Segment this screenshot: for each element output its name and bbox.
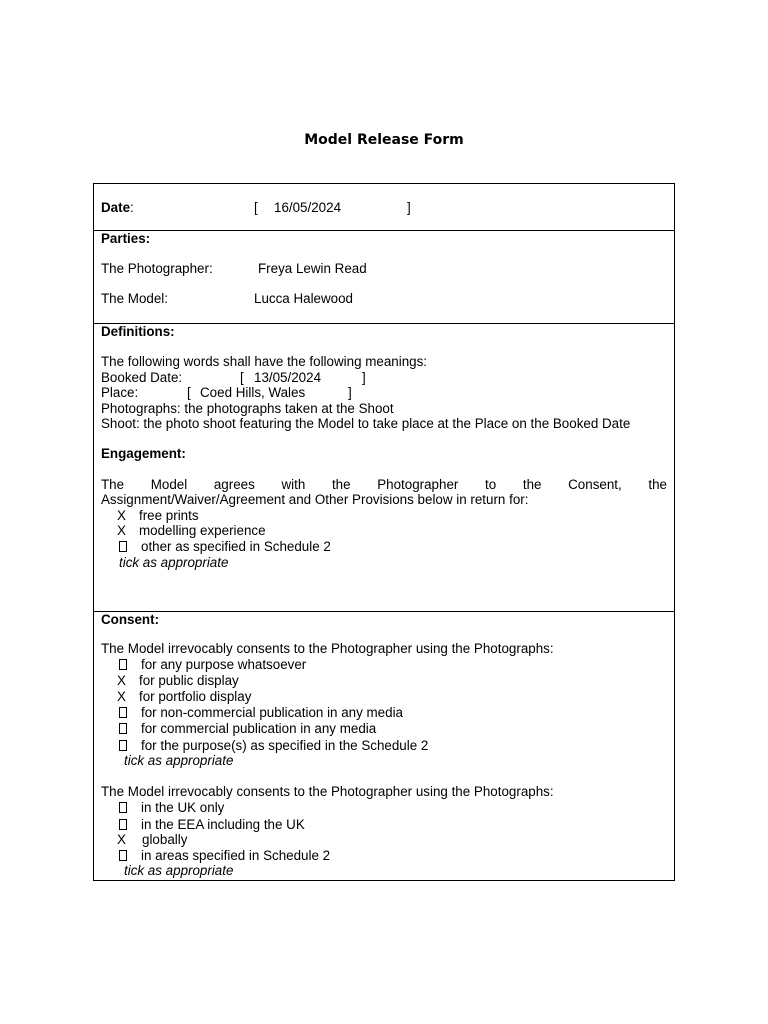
place-field[interactable]: Coed Hills, Wales [200, 385, 306, 400]
tick-note: tick as appropriate [124, 863, 234, 878]
photographer-name[interactable]: Freya Lewin Read [258, 261, 367, 276]
consent-heading: Consent: [101, 612, 160, 627]
consent-section [94, 612, 674, 880]
engagement-text-line1: The Model agrees with the Photographer to the Consent, the [101, 477, 667, 492]
release-form-table [93, 183, 675, 881]
consent-purposes-intro: The Model irrevocably consents to the Photographer using the Photographs: [101, 641, 554, 656]
shoot-definition: Shoot: the photo shoot featuring the Model to take place at the Place on the Booked Date [101, 416, 631, 431]
model-name[interactable]: Lucca Halewood [254, 291, 354, 306]
definitions-intro: The following words shall have the following meanings: [101, 354, 428, 369]
area-globally[interactable]: X globally [117, 832, 188, 847]
empty-checkbox-icon[interactable] [119, 659, 127, 670]
purpose-non-commercial[interactable]: for non-commercial publication in any media [117, 705, 403, 721]
date-field[interactable]: 16/05/2024 [274, 200, 342, 215]
empty-checkbox-icon[interactable] [119, 802, 127, 813]
engagement-heading: Engagement: [101, 446, 186, 461]
purpose-commercial[interactable]: for commercial publication in any media [117, 721, 376, 737]
date-label: Date [101, 200, 131, 215]
area-eea[interactable]: in the EEA including the UK [117, 817, 305, 833]
tick-note: tick as appropriate [124, 753, 234, 768]
parties-section [94, 231, 674, 324]
definitions-section [94, 324, 674, 612]
purpose-any[interactable]: for any purpose whatsoever [117, 657, 306, 673]
option-other-schedule-2[interactable]: other as specified in Schedule 2 [117, 539, 331, 555]
tick-note: tick as appropriate [119, 555, 229, 570]
empty-checkbox-icon[interactable] [119, 723, 127, 734]
option-modelling-experience[interactable]: X modelling experience [117, 523, 266, 538]
area-uk-only[interactable]: in the UK only [117, 800, 224, 816]
date-close-bracket: ] [407, 200, 411, 215]
date-open-bracket: [ [254, 200, 258, 215]
place-close-bracket: ] [348, 385, 352, 400]
option-free-prints[interactable]: X free prints [117, 508, 199, 523]
place-label: Place: [101, 385, 139, 400]
definitions-heading: Definitions: [101, 324, 175, 339]
area-schedule-2[interactable]: in areas specified in Schedule 2 [117, 848, 330, 864]
purpose-schedule-2[interactable]: for the purpose(s) as specified in the Schedule 2 [117, 738, 428, 754]
engagement-text-line2: Assignment/Waiver/Agreement and Other Provisions below in return for: [101, 492, 529, 507]
purpose-public-display[interactable]: X for public display [117, 673, 239, 688]
checkbox-mark[interactable]: X [117, 673, 126, 688]
form-title: Model Release Form [304, 132, 464, 148]
purpose-portfolio-display[interactable]: X for portfolio display [117, 689, 252, 704]
booked-date-close-bracket: ] [362, 370, 366, 385]
photographer-label: The Photographer: [101, 261, 213, 276]
booked-date-label: Booked Date: [101, 370, 183, 385]
empty-checkbox-icon[interactable] [119, 740, 127, 751]
parties-heading: Parties: [101, 231, 151, 246]
date-section [94, 184, 674, 231]
empty-checkbox-icon[interactable] [119, 819, 127, 830]
place-open-bracket: [ [187, 385, 191, 400]
checkbox-mark[interactable]: X [117, 523, 126, 538]
booked-date-open-bracket: [ [240, 370, 244, 385]
model-label: The Model: [101, 291, 168, 306]
checkbox-mark[interactable]: X [117, 508, 126, 523]
empty-checkbox-icon[interactable] [119, 541, 127, 552]
checkbox-mark[interactable]: X [117, 689, 126, 704]
date-colon: : [130, 200, 134, 215]
booked-date-field[interactable]: 13/05/2024 [254, 370, 322, 385]
empty-checkbox-icon[interactable] [119, 707, 127, 718]
consent-areas-intro: The Model irrevocably consents to the Photographer using the Photographs: [101, 784, 554, 799]
photographs-definition: Photographs: the photographs taken at the Shoot [101, 401, 394, 416]
checkbox-mark[interactable]: X [117, 832, 126, 847]
empty-checkbox-icon[interactable] [119, 850, 127, 861]
